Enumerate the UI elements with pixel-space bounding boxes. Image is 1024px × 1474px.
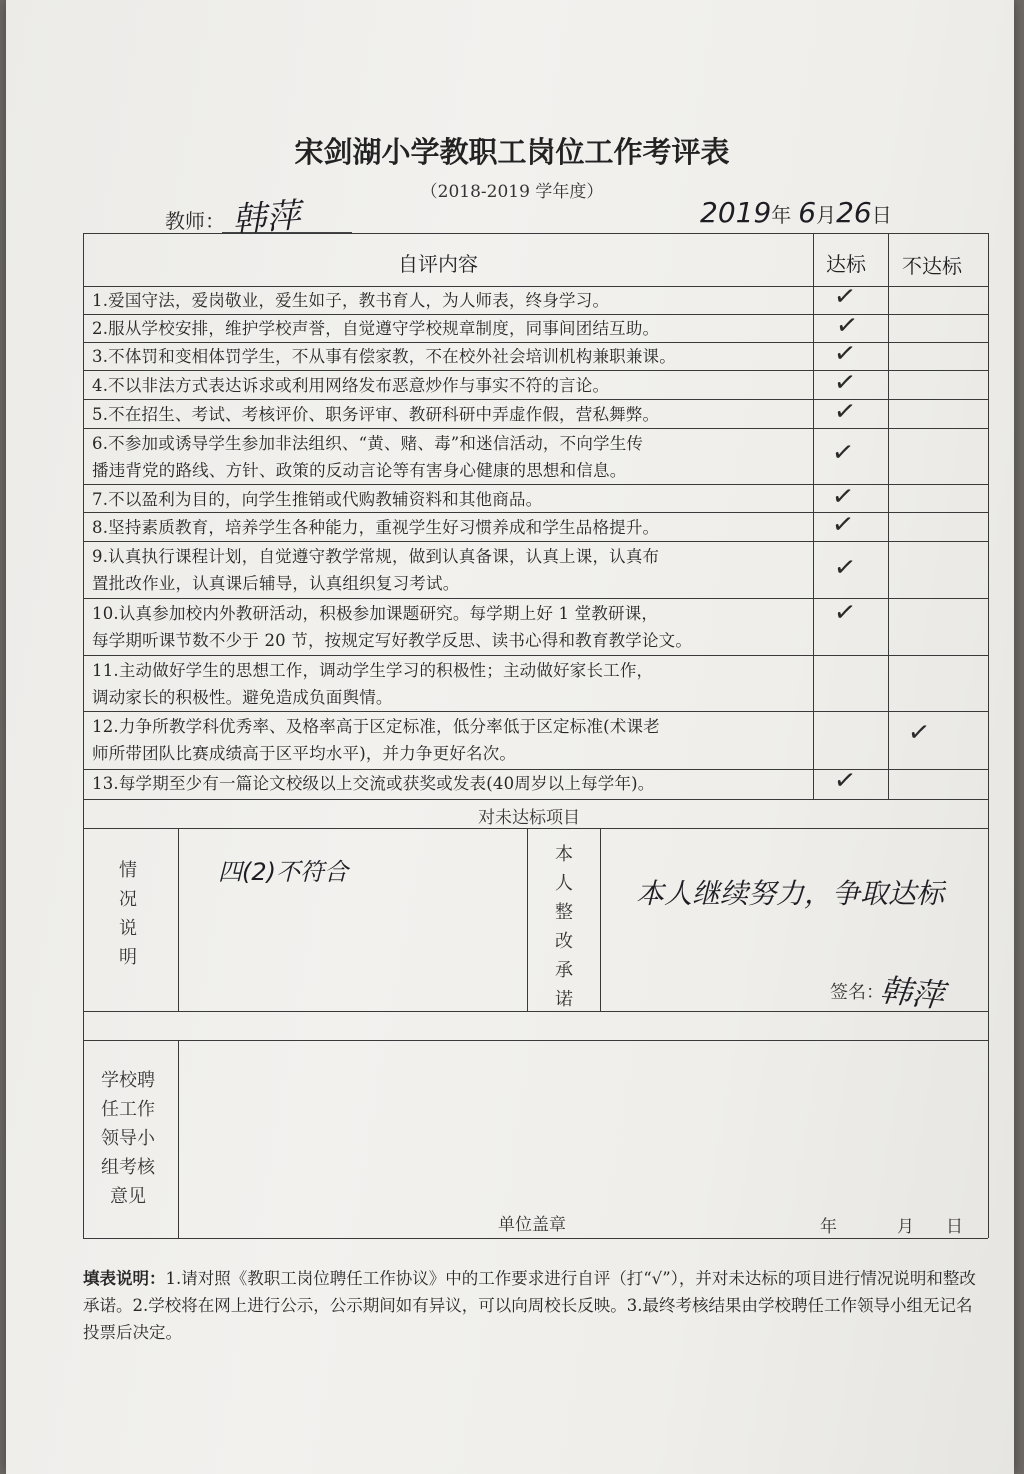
situation-handwritten: 四(2)不符合 bbox=[218, 858, 348, 886]
pass-check-10[interactable]: ✓ bbox=[832, 596, 858, 630]
date-year-suffix: 年 bbox=[771, 203, 792, 227]
row-line bbox=[83, 541, 988, 542]
date-month: 6 bbox=[798, 196, 817, 229]
row-line bbox=[83, 711, 988, 712]
table-border-left bbox=[83, 233, 84, 1238]
date-year: 2019 bbox=[700, 196, 772, 229]
promise-handwritten: 本人继续努力，争取达标 bbox=[636, 877, 945, 910]
date-month-suffix: 月 bbox=[816, 203, 837, 227]
item-4: 4.不以非法方式表达诉求或利用网络发布恶意炒作与事实不符的言论。 bbox=[92, 376, 610, 395]
form-title: 宋剑湖小学教职工岗位工作考评表 bbox=[294, 135, 730, 169]
row-line bbox=[83, 1040, 988, 1041]
unmet-header: 对未达标项目 bbox=[478, 808, 580, 828]
fail-check-12[interactable]: ✓ bbox=[906, 716, 932, 750]
promise-left-divider bbox=[527, 828, 528, 1011]
leadership-year: 年 bbox=[820, 1217, 837, 1237]
pass-check-8[interactable]: ✓ bbox=[830, 508, 856, 542]
item-12-line1: 12.力争所教学科优秀率、及格率高于区定标准，低分率低于区定标准(术课老 bbox=[92, 717, 660, 736]
item-2: 2.服从学校安排，维护学校声誉，自觉遵守学校规章制度，同事间团结互助。 bbox=[92, 319, 660, 338]
leadership-day: 日 bbox=[946, 1217, 963, 1237]
item-12-line2: 师所带团队比赛成绩高于区平均水平)，并力争更好名次。 bbox=[92, 744, 517, 763]
situation-label: 情 况 说 明 bbox=[119, 860, 137, 968]
pass-check-2[interactable]: ✓ bbox=[834, 309, 860, 343]
header-self-eval: 自评内容 bbox=[398, 252, 478, 276]
pass-check-5[interactable]: ✓ bbox=[832, 395, 858, 429]
row-line bbox=[83, 828, 988, 829]
leadership-label: 学校聘 任工作 领导小 组考核 意见 bbox=[101, 1070, 155, 1207]
pass-check-6[interactable]: ✓ bbox=[830, 436, 856, 470]
item-10-line1: 10.认真参加校内外教研活动，积极参加课题研究。每学期上好 1 堂教研课， bbox=[92, 604, 659, 623]
seal-label: 单位盖章 bbox=[498, 1215, 566, 1235]
teacher-label: 教师： bbox=[165, 209, 225, 233]
date-day-suffix: 日 bbox=[871, 203, 892, 227]
pass-check-4[interactable]: ✓ bbox=[832, 366, 858, 400]
item-13: 13.每学期至少有一篇论文校级以上交流或获奖或发表(40周岁以上每学年)。 bbox=[92, 774, 655, 793]
header-pass: 达标 bbox=[826, 252, 866, 276]
item-11-line2: 调动家长的积极性。避免造成负面舆情。 bbox=[92, 688, 393, 707]
signature-handwritten: 韩萍 bbox=[877, 970, 946, 1016]
situation-label-divider bbox=[178, 828, 179, 1011]
promise-label: 本 人 整 改 承 诺 bbox=[555, 844, 573, 1010]
instructions-body: 1.请对照《教职工岗位聘任工作协议》中的工作要求进行自评（打“√”），并对未达标的项目进行情况说明和整改承诺。2.学校将在网上进行公示，公示期间如有异议，可以向周校长反映。3.最终考核结果由学校聘任工作领导小组无记名投票后决定。 bbox=[83, 1269, 976, 1342]
pass-check-1[interactable]: ✓ bbox=[832, 280, 858, 314]
item-9-line2: 置批改作业，认真课后辅导，认真组织复习考试。 bbox=[92, 574, 460, 593]
row-line bbox=[83, 1011, 988, 1012]
row-line bbox=[83, 655, 988, 656]
item-10-line2: 每学期听课节数不少于 20 节，按规定写好教学反思、读书心得和教育教学论文。 bbox=[92, 631, 693, 650]
item-7: 7.不以盈利为目的，向学生推销或代购教辅资料和其他商品。 bbox=[92, 490, 543, 509]
fill-instructions bbox=[83, 1265, 983, 1346]
table-border-top bbox=[83, 233, 988, 234]
date-day: 26 bbox=[836, 196, 872, 229]
row-line bbox=[83, 799, 988, 800]
col-divider-pass bbox=[813, 233, 814, 799]
item-11-line1: 11.主动做好学生的思想工作，调动学生学习的积极性；主动做好家长工作， bbox=[92, 661, 654, 680]
item-3: 3.不体罚和变相体罚学生，不从事有偿家教，不在校外社会培训机构兼职兼课。 bbox=[92, 347, 676, 366]
item-6-line1: 6.不参加或诱导学生参加非法组织、“黄、赌、毒”和迷信活动，不向学生传 bbox=[92, 434, 644, 453]
item-5: 5.不在招生、考试、考核评价、职务评审、教研科研中弄虚作假，营私舞弊。 bbox=[92, 405, 660, 424]
pass-check-3[interactable]: ✓ bbox=[832, 337, 858, 371]
pass-check-13[interactable]: ✓ bbox=[832, 764, 858, 798]
pass-check-7[interactable]: ✓ bbox=[830, 480, 856, 514]
sign-label: 签名： bbox=[830, 982, 884, 1003]
academic-year: （2018-2019 学年度） bbox=[420, 182, 604, 202]
item-9-line1: 9.认真执行课程计划，自觉遵守教学常规，做到认真备课，认真上课，认真布 bbox=[92, 547, 660, 566]
promise-right-divider bbox=[600, 828, 601, 1011]
item-6-line2: 播违背党的路线、方针、政策的反动言论等有害身心健康的思想和信息。 bbox=[92, 461, 627, 480]
pass-check-9[interactable]: ✓ bbox=[832, 551, 858, 585]
col-divider-fail bbox=[888, 233, 889, 799]
table-border-bottom bbox=[83, 1238, 988, 1239]
instructions-lead: 填表说明： bbox=[83, 1269, 166, 1288]
item-1: 1.爱国守法，爱岗敬业，爱生如子，教书育人，为人师表，终身学习。 bbox=[92, 291, 610, 310]
table-border-right bbox=[988, 233, 989, 1238]
teacher-name-handwritten: 韩萍 bbox=[230, 195, 302, 241]
header-fail: 不达标 bbox=[902, 254, 962, 278]
item-8: 8.坚持素质教育，培养学生各种能力，重视学生好习惯养成和学生品格提升。 bbox=[92, 518, 660, 537]
leadership-month: 月 bbox=[897, 1217, 914, 1237]
leadership-label-divider bbox=[178, 1040, 179, 1238]
